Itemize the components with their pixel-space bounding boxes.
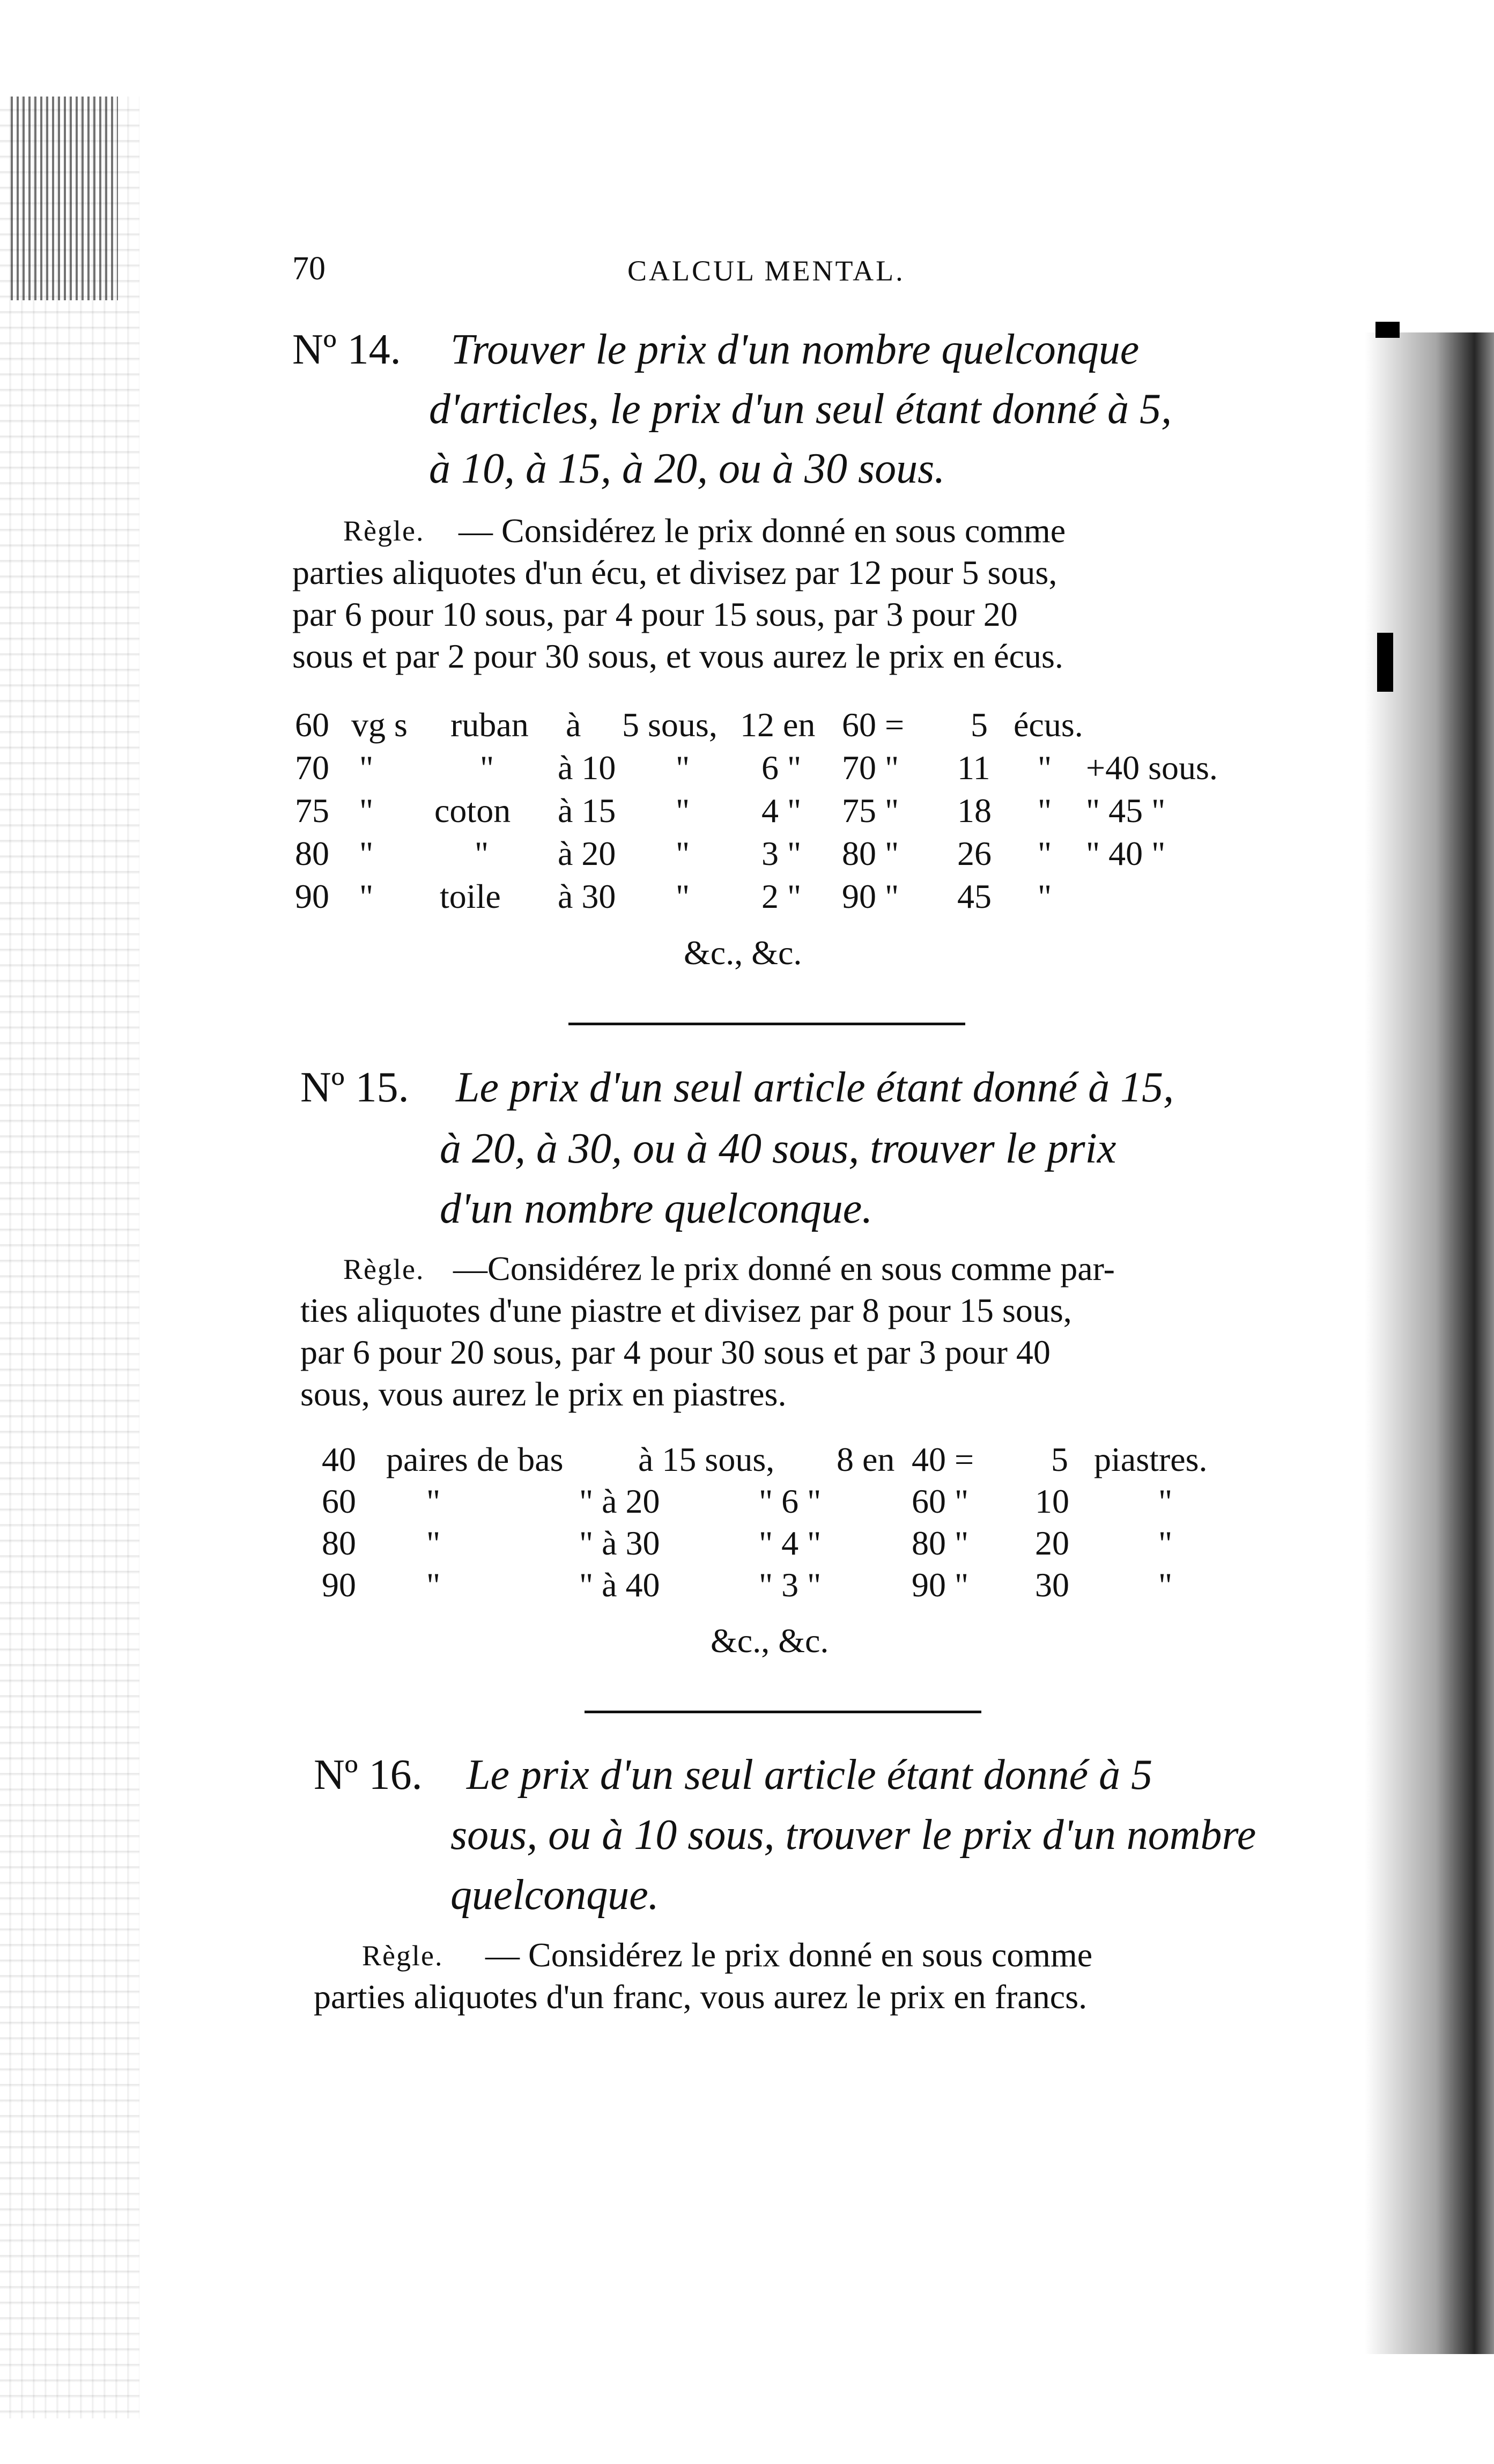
table-cell: ": [426, 1482, 441, 1520]
table-cell: à 30: [558, 877, 616, 915]
table-cell: vg s: [351, 706, 408, 744]
table-cell: " 40 ": [1086, 834, 1166, 872]
table-cell: 26: [957, 834, 992, 872]
table-cell: ruban: [450, 706, 529, 744]
section-title-line: à 20, à 30, ou à 40 sous, trouver le prix: [440, 1125, 1116, 1172]
table-cell: ": [426, 1566, 441, 1604]
etc-text: &c., &c.: [711, 1622, 829, 1660]
table-cell: ": [676, 791, 690, 830]
table-cell: à 15: [558, 791, 616, 830]
table-cell: ": [475, 834, 489, 872]
table-cell: ": [1038, 791, 1052, 830]
etc-text: &c., &c.: [684, 934, 802, 972]
table-cell: " 4 ": [759, 1524, 822, 1562]
table-cell: 20: [1035, 1524, 1069, 1562]
table-cell: 4 ": [761, 791, 802, 830]
table-cell: 70 ": [842, 749, 899, 787]
section-title-line: Le prix d'un seul article étant donné à 15,: [456, 1064, 1174, 1111]
table-cell: ": [1158, 1524, 1173, 1562]
section-title-line: à 10, à 15, à 20, ou à 30 sous.: [429, 445, 945, 492]
table-cell: " 3 ": [759, 1566, 822, 1604]
table-cell: ": [359, 877, 374, 915]
section-title-line: Trouver le prix d'un nombre quelconque: [450, 326, 1140, 373]
table-cell: 90: [322, 1566, 356, 1604]
table-cell: 5: [971, 706, 988, 744]
table-cell: 60: [295, 706, 329, 744]
section-title-line: Le prix d'un seul article étant donné à 5: [467, 1751, 1153, 1799]
section-number: Nº 15.: [300, 1064, 409, 1111]
table-cell: " à 20: [579, 1482, 660, 1520]
rule-text: — Considérez le prix donné en sous comme: [458, 512, 1066, 550]
table-cell: 70: [295, 749, 329, 787]
section-divider: [585, 1711, 981, 1713]
scan-mark: [1375, 322, 1400, 338]
section-number: Nº 14.: [292, 326, 401, 373]
table-cell: 80 ": [842, 834, 899, 872]
table-cell: ": [1038, 749, 1052, 787]
table-cell: ": [1158, 1566, 1173, 1604]
table-cell: 8 en: [837, 1440, 895, 1478]
rule-text: par 6 pour 10 sous, par 4 pour 15 sous, par 3 pour 20: [292, 595, 1018, 633]
rule-text: parties aliquotes d'un écu, et divisez par 12 pour 5 sous,: [292, 553, 1057, 591]
table-cell: 90: [295, 877, 329, 915]
table-cell: 5 sous,: [622, 706, 718, 744]
table-cell: 80: [295, 834, 329, 872]
table-cell: paires de bas: [386, 1440, 564, 1478]
rule-label: Règle.: [343, 515, 425, 547]
table-cell: à: [566, 706, 581, 744]
table-cell: ": [1038, 834, 1052, 872]
section-title-line: d'un nombre quelconque.: [440, 1185, 873, 1232]
scan-noise-left: [0, 97, 139, 2418]
table-cell: 75: [295, 791, 329, 830]
table-cell: 60 ": [912, 1482, 969, 1520]
rule-text: — Considérez le prix donné en sous comme: [485, 1936, 1093, 1974]
table-cell: ": [480, 749, 494, 787]
table-cell: toile: [440, 877, 501, 915]
section-number: Nº 16.: [314, 1751, 423, 1799]
section-title-line: d'articles, le prix d'un seul étant donné à 5,: [429, 386, 1172, 433]
table-cell: ": [1038, 877, 1052, 915]
scan-noise-left-top: [11, 97, 118, 300]
table-cell: coton: [434, 791, 511, 830]
rule-text: par 6 pour 20 sous, par 4 pour 30 sous et par 3 pour 40: [300, 1333, 1051, 1371]
table-cell: 6 ": [761, 749, 802, 787]
table-cell: piastres.: [1094, 1440, 1208, 1478]
table-cell: 2 ": [761, 877, 802, 915]
table-cell: à 20: [558, 834, 616, 872]
table-cell: " à 30: [579, 1524, 660, 1562]
table-cell: ": [359, 834, 374, 872]
table-cell: " 6 ": [759, 1482, 822, 1520]
table-cell: 80 ": [912, 1524, 969, 1562]
table-cell: 80: [322, 1524, 356, 1562]
table-cell: 11: [957, 749, 990, 787]
table-cell: ": [359, 749, 374, 787]
table-cell: 40: [322, 1440, 356, 1478]
section-title-line: sous, ou à 10 sous, trouver le prix d'un nombre: [450, 1811, 1256, 1859]
table-cell: 60: [322, 1482, 356, 1520]
rule-text: sous, vous aurez le prix en piastres.: [300, 1375, 787, 1413]
running-head: CALCUL MENTAL.: [627, 255, 905, 287]
table-cell: ": [676, 877, 690, 915]
table-cell: 18: [957, 791, 992, 830]
section-title-line: quelconque.: [450, 1871, 659, 1919]
table-cell: " à 40: [579, 1566, 660, 1604]
rule-text: parties aliquotes d'un franc, vous aurez le prix en francs.: [314, 1978, 1088, 2016]
table-cell: 40 =: [912, 1440, 974, 1478]
scan-mark: [1377, 633, 1393, 692]
table-cell: 10: [1035, 1482, 1069, 1520]
table-cell: 12 en: [740, 706, 816, 744]
section-divider: [568, 1023, 965, 1025]
table-cell: à 15 sous,: [638, 1440, 775, 1478]
table-cell: 75 ": [842, 791, 899, 830]
page-number: 70: [292, 250, 326, 287]
table-cell: 60 =: [842, 706, 905, 744]
table-cell: +40 sous.: [1086, 749, 1218, 787]
table-cell: ": [676, 749, 690, 787]
table-cell: ": [676, 834, 690, 872]
rule-label: Règle.: [343, 1253, 425, 1285]
rule-label: Règle.: [362, 1940, 443, 1972]
table-cell: ": [359, 791, 374, 830]
rule-text: —Considérez le prix donné en sous comme par-: [453, 1249, 1115, 1288]
table-cell: " 45 ": [1086, 791, 1166, 830]
table-cell: écus.: [1014, 706, 1083, 744]
rule-text: ties aliquotes d'une piastre et divisez par 8 pour 15 sous,: [300, 1291, 1072, 1329]
table-cell: 90 ": [842, 877, 899, 915]
table-cell: ": [1158, 1482, 1173, 1520]
table-cell: à 10: [558, 749, 616, 787]
table-cell: 90 ": [912, 1566, 969, 1604]
rule-text: sous et par 2 pour 30 sous, et vous aurez le prix en écus.: [292, 637, 1063, 675]
table-cell: ": [426, 1524, 441, 1562]
table-cell: 3 ": [761, 834, 802, 872]
table-cell: 45: [957, 877, 992, 915]
table-cell: 5: [1051, 1440, 1068, 1478]
table-cell: 30: [1035, 1566, 1069, 1604]
